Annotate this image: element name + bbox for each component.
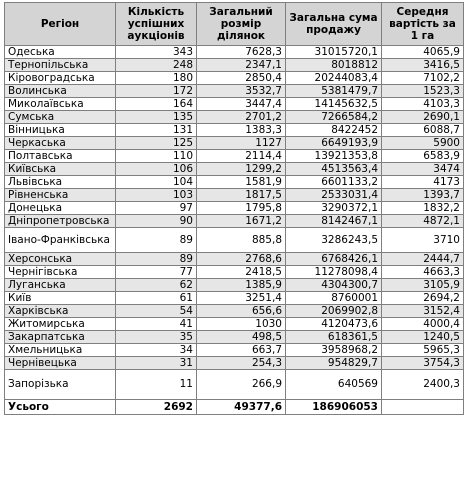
cell-region: Одеська <box>5 46 116 59</box>
cell-count: 248 <box>116 59 197 72</box>
table-row <box>5 357 464 370</box>
cell-price: 1832,2 <box>382 202 464 215</box>
cell-count: 172 <box>116 85 197 98</box>
total-area: 49377,6 <box>197 400 286 415</box>
cell-price: 5900 <box>382 137 464 150</box>
cell-price: 4065,9 <box>382 46 464 59</box>
cell-area: 1030 <box>197 318 286 331</box>
cell-region: Луганська <box>5 279 116 292</box>
table-row <box>5 318 464 331</box>
cell-region: Харківська <box>5 305 116 318</box>
cell-sum: 7266584,2 <box>286 111 382 124</box>
cell-price: 4103,3 <box>382 98 464 111</box>
table-row <box>5 124 464 137</box>
total-price <box>382 400 464 415</box>
table-row <box>5 163 464 176</box>
header-count: Кількість успішних аукціонів <box>116 3 197 46</box>
table-row <box>5 279 464 292</box>
table-row <box>5 98 464 111</box>
table-row <box>5 305 464 318</box>
cell-area: 2701,2 <box>197 111 286 124</box>
table-row <box>5 111 464 124</box>
table-row <box>5 72 464 85</box>
cell-area: 498,5 <box>197 331 286 344</box>
cell-sum: 8422452 <box>286 124 382 137</box>
header-row <box>5 3 464 46</box>
cell-price: 3416,5 <box>382 59 464 72</box>
cell-sum: 14145632,5 <box>286 98 382 111</box>
cell-count: 125 <box>116 137 197 150</box>
table-row <box>5 370 464 400</box>
cell-count: 89 <box>116 228 197 253</box>
cell-region: Дніпропетровська <box>5 215 116 228</box>
cell-region: Закарпатська <box>5 331 116 344</box>
cell-count: 90 <box>116 215 197 228</box>
cell-sum: 3958968,2 <box>286 344 382 357</box>
table-row <box>5 150 464 163</box>
cell-region: Херсонська <box>5 253 116 266</box>
cell-sum: 8142467,1 <box>286 215 382 228</box>
header-area: Загальний розмір ділянок <box>197 3 286 46</box>
table-row <box>5 253 464 266</box>
cell-count: 343 <box>116 46 197 59</box>
cell-price: 1393,7 <box>382 189 464 202</box>
table-row <box>5 292 464 305</box>
cell-count: 35 <box>116 331 197 344</box>
table-row <box>5 85 464 98</box>
cell-sum: 20244083,4 <box>286 72 382 85</box>
cell-area: 1671,2 <box>197 215 286 228</box>
total-label: Усього <box>5 400 116 415</box>
table-row <box>5 215 464 228</box>
cell-price: 2694,2 <box>382 292 464 305</box>
cell-sum: 954829,7 <box>286 357 382 370</box>
cell-count: 31 <box>116 357 197 370</box>
cell-area: 2768,6 <box>197 253 286 266</box>
cell-count: 62 <box>116 279 197 292</box>
cell-sum: 4120473,6 <box>286 318 382 331</box>
cell-area: 663,7 <box>197 344 286 357</box>
cell-price: 4663,3 <box>382 266 464 279</box>
cell-region: Черкаська <box>5 137 116 150</box>
cell-price: 1240,5 <box>382 331 464 344</box>
cell-price: 3754,3 <box>382 357 464 370</box>
cell-region: Полтавська <box>5 150 116 163</box>
cell-region: Волинська <box>5 85 116 98</box>
total-count: 2692 <box>116 400 197 415</box>
cell-area: 2347,1 <box>197 59 286 72</box>
cell-count: 34 <box>116 344 197 357</box>
cell-price: 3152,4 <box>382 305 464 318</box>
cell-sum: 2533031,4 <box>286 189 382 202</box>
header-price: Середня вартість за 1 га <box>382 3 464 46</box>
cell-area: 254,3 <box>197 357 286 370</box>
cell-sum: 11278098,4 <box>286 266 382 279</box>
cell-sum: 2069902,8 <box>286 305 382 318</box>
total-row <box>5 400 464 415</box>
cell-count: 89 <box>116 253 197 266</box>
cell-price: 4872,1 <box>382 215 464 228</box>
table-row <box>5 331 464 344</box>
cell-region: Львівська <box>5 176 116 189</box>
cell-price: 5965,3 <box>382 344 464 357</box>
cell-count: 11 <box>116 370 197 400</box>
cell-area: 2114,4 <box>197 150 286 163</box>
cell-count: 54 <box>116 305 197 318</box>
cell-region: Донецька <box>5 202 116 215</box>
cell-region: Кіровоградська <box>5 72 116 85</box>
cell-area: 1581,9 <box>197 176 286 189</box>
cell-area: 885,8 <box>197 228 286 253</box>
header-region: Регіон <box>5 3 116 46</box>
cell-price: 2444,7 <box>382 253 464 266</box>
cell-sum: 4513563,4 <box>286 163 382 176</box>
cell-price: 6088,7 <box>382 124 464 137</box>
cell-count: 61 <box>116 292 197 305</box>
cell-area: 2850,4 <box>197 72 286 85</box>
cell-area: 1817,5 <box>197 189 286 202</box>
cell-region: Житомирська <box>5 318 116 331</box>
cell-area: 266,9 <box>197 370 286 400</box>
cell-region: Чернівецька <box>5 357 116 370</box>
cell-sum: 31015720,1 <box>286 46 382 59</box>
cell-sum: 6768426,1 <box>286 253 382 266</box>
cell-area: 656,6 <box>197 305 286 318</box>
cell-price: 4000,4 <box>382 318 464 331</box>
cell-region: Запорізька <box>5 370 116 400</box>
cell-region: Київська <box>5 163 116 176</box>
cell-count: 180 <box>116 72 197 85</box>
cell-area: 1299,2 <box>197 163 286 176</box>
cell-area: 3251,4 <box>197 292 286 305</box>
total-sum: 186906053 <box>286 400 382 415</box>
cell-sum: 3286243,5 <box>286 228 382 253</box>
cell-region: Чернігівська <box>5 266 116 279</box>
cell-price: 6583,9 <box>382 150 464 163</box>
cell-region: Рівненська <box>5 189 116 202</box>
table-row <box>5 189 464 202</box>
table-row <box>5 59 464 72</box>
table-row <box>5 137 464 150</box>
cell-area: 1383,3 <box>197 124 286 137</box>
table-row <box>5 46 464 59</box>
cell-region: Івано-Франківська <box>5 228 116 253</box>
cell-area: 3532,7 <box>197 85 286 98</box>
cell-sum: 5381479,7 <box>286 85 382 98</box>
header-sum: Загальна сума продажу <box>286 3 382 46</box>
auction-table <box>4 2 464 415</box>
cell-count: 106 <box>116 163 197 176</box>
cell-sum: 3290372,1 <box>286 202 382 215</box>
cell-sum: 640569 <box>286 370 382 400</box>
cell-count: 110 <box>116 150 197 163</box>
cell-price: 3474 <box>382 163 464 176</box>
cell-region: Тернопільська <box>5 59 116 72</box>
cell-price: 2400,3 <box>382 370 464 400</box>
cell-region: Вінницька <box>5 124 116 137</box>
cell-area: 7628,3 <box>197 46 286 59</box>
cell-count: 135 <box>116 111 197 124</box>
cell-count: 77 <box>116 266 197 279</box>
cell-price: 3710 <box>382 228 464 253</box>
cell-count: 41 <box>116 318 197 331</box>
cell-area: 3447,4 <box>197 98 286 111</box>
cell-sum: 13921353,8 <box>286 150 382 163</box>
cell-price: 4173 <box>382 176 464 189</box>
cell-sum: 8018812 <box>286 59 382 72</box>
cell-count: 164 <box>116 98 197 111</box>
table-row <box>5 266 464 279</box>
cell-area: 1127 <box>197 137 286 150</box>
table-body <box>5 46 464 415</box>
table-row <box>5 202 464 215</box>
cell-price: 7102,2 <box>382 72 464 85</box>
cell-sum: 4304300,7 <box>286 279 382 292</box>
cell-sum: 6649193,9 <box>286 137 382 150</box>
table-row <box>5 228 464 253</box>
cell-region: Київ <box>5 292 116 305</box>
cell-region: Хмельницька <box>5 344 116 357</box>
cell-count: 97 <box>116 202 197 215</box>
cell-sum: 618361,5 <box>286 331 382 344</box>
cell-area: 2418,5 <box>197 266 286 279</box>
table-row <box>5 176 464 189</box>
table-row <box>5 344 464 357</box>
cell-region: Миколаївська <box>5 98 116 111</box>
cell-count: 103 <box>116 189 197 202</box>
cell-sum: 8760001 <box>286 292 382 305</box>
cell-price: 1523,3 <box>382 85 464 98</box>
cell-area: 1795,8 <box>197 202 286 215</box>
cell-region: Сумська <box>5 111 116 124</box>
cell-count: 131 <box>116 124 197 137</box>
cell-area: 1385,9 <box>197 279 286 292</box>
cell-price: 3105,9 <box>382 279 464 292</box>
cell-count: 104 <box>116 176 197 189</box>
cell-price: 2690,1 <box>382 111 464 124</box>
cell-sum: 6601133,2 <box>286 176 382 189</box>
